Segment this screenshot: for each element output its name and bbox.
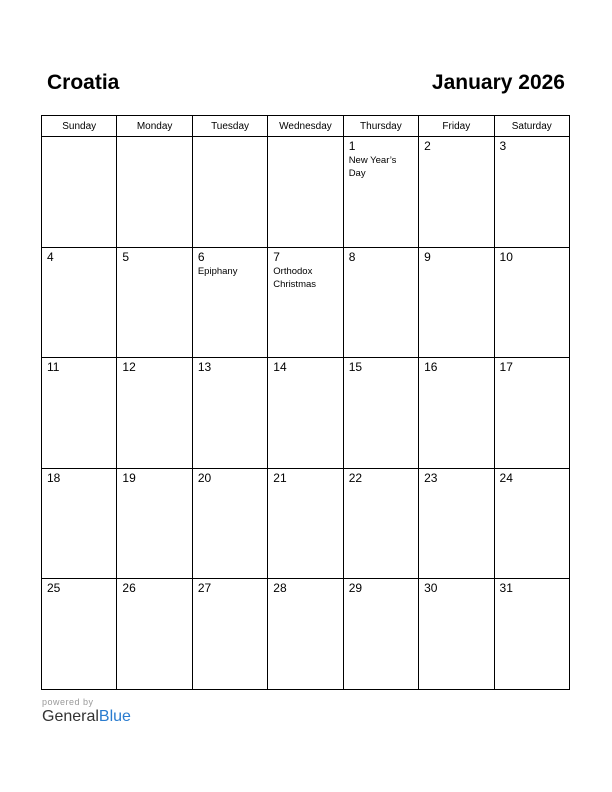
day-cell xyxy=(268,247,343,358)
holiday-label xyxy=(268,595,342,596)
holiday-label xyxy=(42,264,116,265)
day-number: 26 xyxy=(122,581,136,595)
day-number: 19 xyxy=(122,470,136,485)
day-cell xyxy=(494,579,569,690)
holiday-label xyxy=(495,374,569,375)
day-cell xyxy=(117,358,192,469)
holiday-label: Epiphany xyxy=(197,265,238,277)
holiday-label xyxy=(42,485,116,486)
day-cell xyxy=(268,579,343,690)
day-number: 22 xyxy=(348,470,363,485)
day-number: 5 xyxy=(122,249,130,264)
weekday-header: Friday xyxy=(419,116,494,137)
day-number: 27 xyxy=(197,581,212,595)
day-number: 4 xyxy=(47,249,54,264)
day-number: 13 xyxy=(197,360,212,374)
day-cell xyxy=(117,137,192,248)
holiday-label xyxy=(495,153,569,154)
holiday-label xyxy=(117,264,191,265)
holiday-label xyxy=(268,374,342,375)
day-number: 21 xyxy=(273,470,287,485)
day-number: 17 xyxy=(499,360,513,374)
day-cell xyxy=(42,247,117,358)
holiday-label xyxy=(193,374,267,375)
day-cell xyxy=(117,247,192,358)
holiday-label xyxy=(495,264,569,265)
day-cell xyxy=(419,358,494,469)
week-row xyxy=(42,358,570,469)
day-cell xyxy=(268,137,343,248)
week-row xyxy=(42,579,570,690)
day-cell xyxy=(192,247,267,358)
day-cell xyxy=(117,468,192,579)
holiday-label: Orthodox Christmas xyxy=(273,265,317,290)
day-cell xyxy=(268,468,343,579)
day-cell xyxy=(343,137,418,248)
weekday-header: Tuesday xyxy=(192,116,267,137)
holiday-label xyxy=(419,374,493,375)
day-cell xyxy=(343,358,418,469)
day-number: 9 xyxy=(424,249,431,264)
generalblue-logo xyxy=(42,707,131,727)
day-number: 6 xyxy=(197,249,205,264)
holiday-label xyxy=(344,264,418,265)
day-number: 11 xyxy=(47,360,60,374)
day-number: 1 xyxy=(348,139,356,153)
holiday-label xyxy=(193,595,267,596)
holiday-label xyxy=(117,485,191,486)
holiday-label xyxy=(193,140,267,141)
country-title: Croatia xyxy=(47,71,120,94)
week-row xyxy=(42,247,570,358)
calendar-grid xyxy=(41,115,570,690)
day-number: 16 xyxy=(424,360,438,374)
weekday-header: Wednesday xyxy=(268,116,343,137)
day-number: 24 xyxy=(499,470,513,485)
holiday-label xyxy=(419,153,493,154)
day-cell xyxy=(42,579,117,690)
powered-by-label: powered by xyxy=(42,697,94,707)
holiday-label: New Year’s Day xyxy=(348,155,397,179)
day-cell xyxy=(343,247,418,358)
day-number: 18 xyxy=(47,470,61,485)
weekday-header: Saturday xyxy=(494,116,569,137)
footer-branding xyxy=(42,697,131,727)
day-cell xyxy=(494,137,569,248)
day-number: 12 xyxy=(122,360,136,374)
week-row xyxy=(42,137,570,248)
day-cell xyxy=(117,579,192,690)
day-cell xyxy=(494,468,569,579)
day-cell xyxy=(419,579,494,690)
weekday-header: Sunday xyxy=(42,116,117,137)
day-cell xyxy=(494,358,569,469)
holiday-label xyxy=(344,595,418,596)
brand-blue-text: Blue xyxy=(98,708,131,725)
holiday-label xyxy=(268,140,342,141)
day-cell xyxy=(192,358,267,469)
holiday-label xyxy=(344,374,418,375)
weekday-header-row xyxy=(42,116,570,137)
month-title: January 2026 xyxy=(431,71,565,94)
day-number: 8 xyxy=(348,249,356,264)
holiday-label xyxy=(117,374,191,375)
holiday-label xyxy=(419,595,493,596)
holiday-label xyxy=(495,485,569,486)
day-number: 23 xyxy=(424,470,438,485)
holiday-label xyxy=(419,264,493,265)
day-cell xyxy=(192,137,267,248)
day-cell xyxy=(42,358,117,469)
day-cell xyxy=(192,468,267,579)
day-number: 7 xyxy=(273,249,280,264)
day-cell xyxy=(42,137,117,248)
day-cell xyxy=(419,137,494,248)
day-cell xyxy=(494,247,569,358)
holiday-label xyxy=(117,140,191,141)
day-cell xyxy=(42,468,117,579)
day-number: 25 xyxy=(47,581,61,595)
holiday-label xyxy=(495,595,569,596)
day-cell xyxy=(343,468,418,579)
holiday-label xyxy=(193,485,267,486)
day-number: 10 xyxy=(499,249,513,264)
day-cell xyxy=(192,579,267,690)
day-number: 29 xyxy=(348,581,363,595)
holiday-label xyxy=(419,485,493,486)
day-cell xyxy=(419,468,494,579)
day-cell xyxy=(343,579,418,690)
weekday-header: Thursday xyxy=(343,116,418,137)
day-number: 30 xyxy=(424,581,438,595)
day-number: 2 xyxy=(424,139,431,153)
weekday-header: Monday xyxy=(117,116,192,137)
day-number: 14 xyxy=(273,360,287,374)
day-cell xyxy=(419,247,494,358)
holiday-label xyxy=(344,485,418,486)
week-row xyxy=(42,468,570,579)
day-number: 28 xyxy=(273,581,287,595)
holiday-label xyxy=(42,374,116,375)
holiday-label xyxy=(42,595,116,596)
brand-general-text: General xyxy=(42,708,99,725)
day-number: 15 xyxy=(348,360,363,374)
day-number: 3 xyxy=(499,139,507,153)
day-number: 31 xyxy=(499,581,513,595)
day-number: 20 xyxy=(197,470,212,485)
holiday-label xyxy=(268,485,342,486)
holiday-label xyxy=(42,140,116,141)
holiday-label xyxy=(117,595,191,596)
day-cell xyxy=(268,358,343,469)
